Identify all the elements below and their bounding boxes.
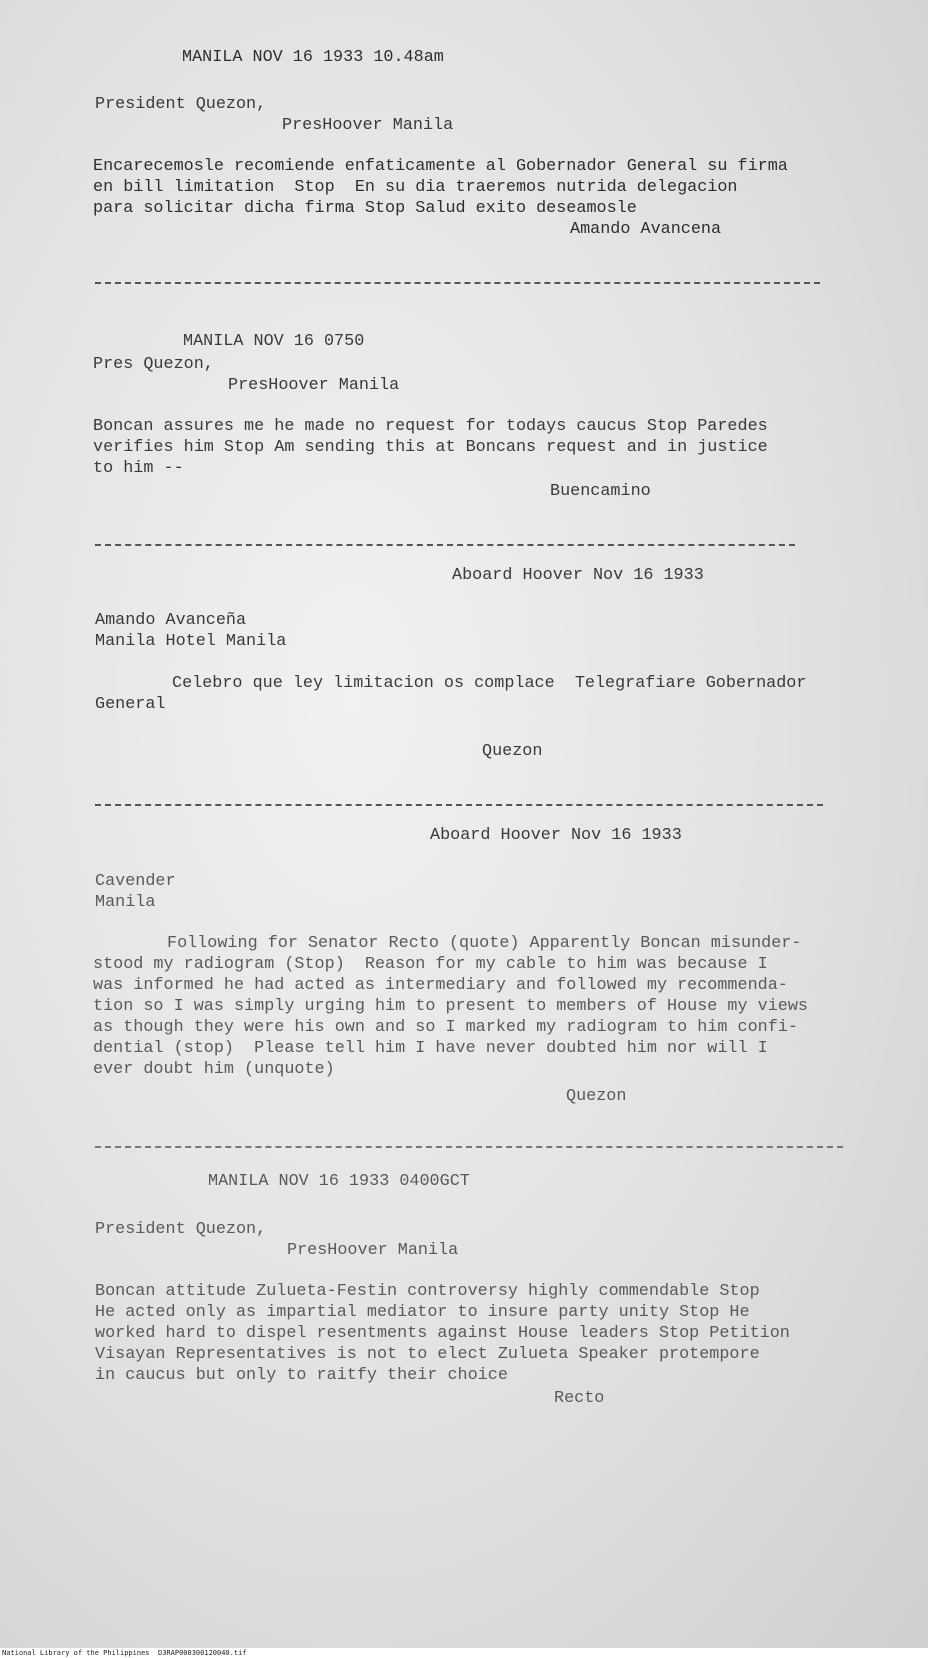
telegram-4-body-line-3: was informed he had acted as intermediary and followed my recommenda-: [93, 976, 788, 995]
telegram-4-addressee: Cavender: [95, 872, 176, 891]
separator-3: [95, 804, 823, 806]
telegram-3-header: Aboard Hoover Nov 16 1933: [452, 566, 704, 585]
separator-1: [95, 282, 820, 284]
telegram-3-addressee: Amando Avanceña: [95, 611, 247, 630]
telegram-2-header: MANILA NOV 16 0750: [183, 332, 365, 351]
telegram-2-body-line-1: Boncan assures me he made no request for todays caucus Stop Paredes: [93, 417, 768, 436]
telegram-4-header: Aboard Hoover Nov 16 1933: [430, 826, 682, 845]
telegram-5-header: MANILA NOV 16 1933 0400GCT: [208, 1172, 470, 1191]
telegram-1-body-line-2: en bill limitation Stop En su dia traeremos nutrida delegacion: [93, 178, 738, 197]
telegram-5-addressee: President Quezon,: [95, 1220, 267, 1239]
telegram-3-body-line-2: General: [95, 695, 166, 714]
telegram-5-body-line-4: Visayan Representatives is not to elect Zulueta Speaker protempore: [95, 1345, 760, 1364]
telegram-4-signature: Quezon: [566, 1087, 627, 1106]
telegram-5-body-line-1: Boncan attitude Zulueta-Festin controversy highly commendable Stop: [95, 1282, 760, 1301]
telegram-1-addressee: President Quezon,: [95, 95, 267, 114]
footer-filename: D3RAP000300120040.tif: [158, 1649, 247, 1657]
telegram-2-address: PresHoover Manila: [228, 376, 400, 395]
telegram-1-header: MANILA NOV 16 1933 10.48am: [182, 48, 444, 67]
telegram-5-body-line-2: He acted only as impartial mediator to insure party unity Stop He: [95, 1303, 750, 1322]
telegram-1-body-line-3: para solicitar dicha firma Stop Salud exito deseamosle: [93, 199, 637, 218]
telegram-1-signature: Amando Avancena: [570, 220, 722, 239]
telegram-4-body-line-2: stood my radiogram (Stop) Reason for my cable to him was because I: [93, 955, 768, 974]
separator-2: [95, 544, 795, 546]
telegram-4-body-line-5: as though they were his own and so I marked my radiogram to him confi-: [93, 1018, 798, 1037]
telegram-4-body-line-6: dential (stop) Please tell him I have never doubted him nor will I: [93, 1039, 768, 1058]
telegram-2-addressee: Pres Quezon,: [93, 355, 214, 374]
telegram-3-body-line-1: Celebro que ley limitacion os complace Telegrafiare Gobernador: [172, 674, 807, 693]
telegram-1-address: PresHoover Manila: [282, 116, 454, 135]
telegram-5-signature: Recto: [554, 1389, 605, 1408]
telegram-3-address: Manila Hotel Manila: [95, 632, 287, 651]
footer-source: National Library of the Philippines: [2, 1649, 150, 1657]
scan-footer: [0, 1648, 928, 1658]
separator-4: [95, 1146, 843, 1148]
telegram-4-address: Manila: [95, 893, 156, 912]
telegram-5-address: PresHoover Manila: [287, 1241, 459, 1260]
telegram-4-body-line-4: tion so I was simply urging him to present to members of House my views: [93, 997, 808, 1016]
telegram-2-body-line-3: to him --: [93, 459, 184, 478]
telegram-2-signature: Buencamino: [550, 482, 651, 501]
telegram-5-body-line-5: in caucus but only to raitfy their choice: [95, 1366, 508, 1385]
telegram-4-body-line-7: ever doubt him (unquote): [93, 1060, 335, 1079]
telegram-4-body-line-1: Following for Senator Recto (quote) Apparently Boncan misunder-: [167, 934, 802, 953]
telegram-1-body-line-1: Encarecemosle recomiende enfaticamente al Gobernador General su firma: [93, 157, 788, 176]
telegram-2-body-line-2: verifies him Stop Am sending this at Boncans request and in justice: [93, 438, 768, 457]
telegram-5-body-line-3: worked hard to dispel resentments against House leaders Stop Petition: [95, 1324, 790, 1343]
telegram-3-signature: Quezon: [482, 742, 543, 761]
